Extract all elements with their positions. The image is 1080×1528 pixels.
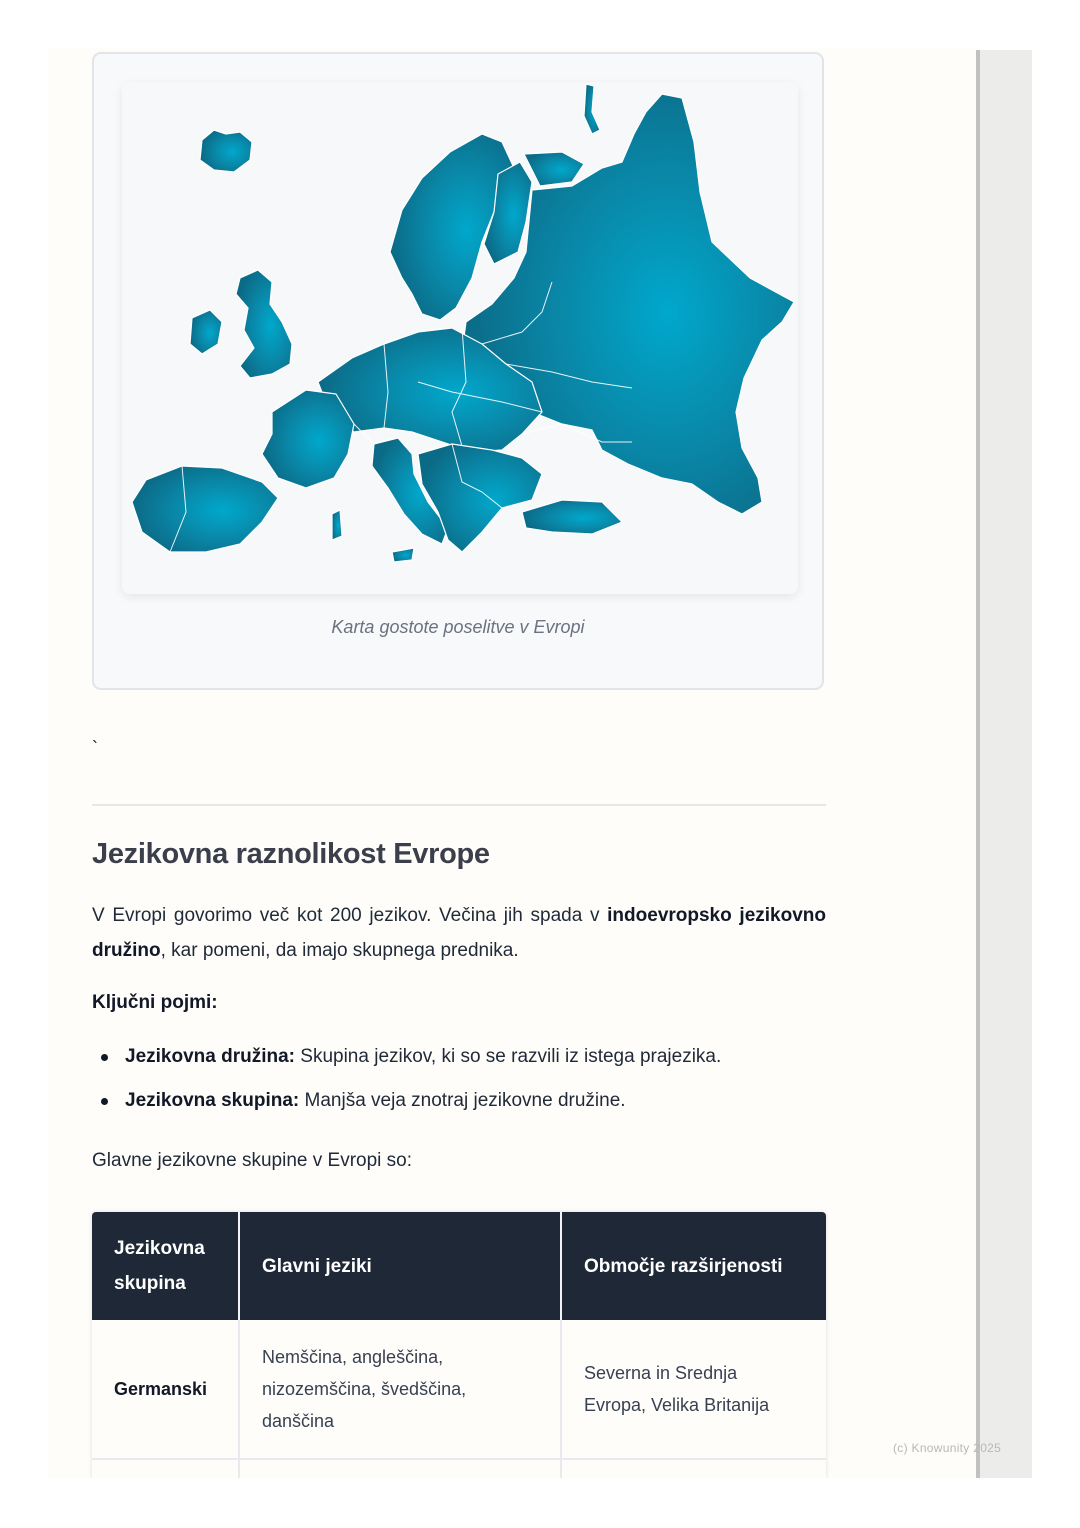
europe-map-image: [122, 82, 798, 594]
cell-languages: Nemščina, angleščina, nizozemščina, švedščina, danščina: [239, 1320, 561, 1459]
intro-text-start: V Evropi govorimo več kot 200 jezikov. Večina jih spada v: [92, 905, 608, 926]
cell-group: [92, 1459, 239, 1478]
key-terms-label: Ključni pojmi:: [92, 992, 218, 1013]
header-region: Območje razširjenosti: [561, 1212, 826, 1320]
cell-languages: [239, 1459, 561, 1478]
document-page: [48, 48, 978, 1478]
table-intro: Glavne jezikovne skupine v Evropi so:: [92, 1150, 412, 1171]
term-definition: Skupina jezikov, ki so se razvili iz istega prajezika.: [295, 1046, 722, 1067]
europe-map-icon: [122, 82, 798, 594]
header-languages: Glavni jeziki: [239, 1212, 561, 1320]
header-group: Jezikovna skupina: [92, 1212, 239, 1320]
intro-bold-term: indoevropsko jezikovno družino: [92, 905, 826, 961]
list-item: [92, 1088, 826, 1114]
cell-group: Germanski: [92, 1320, 239, 1459]
language-groups-table: [92, 1212, 826, 1478]
page-edge-scrollbar[interactable]: [976, 50, 1032, 1478]
table-row: [92, 1320, 826, 1459]
term-label: Jezikovna skupina:: [125, 1090, 300, 1111]
list-item: [92, 1044, 826, 1070]
copyright-watermark: (c) Knowunity 2025: [893, 1441, 1002, 1455]
section-title: Jezikovna raznolikost Evrope: [92, 838, 490, 870]
map-caption: Karta gostote poselitve v Evropi: [331, 617, 585, 637]
stray-backtick: `: [92, 738, 98, 758]
term-label: Jezikovna družina:: [125, 1046, 295, 1067]
intro-paragraph: [92, 898, 826, 968]
table-row: [92, 1459, 826, 1478]
cell-region: [561, 1459, 826, 1478]
map-figure: [92, 52, 824, 690]
term-definition: Manjša veja znotraj jezikovne družine.: [299, 1090, 626, 1111]
key-terms-list: [92, 1044, 826, 1132]
table-header-row: [92, 1212, 826, 1320]
intro-text-end: , kar pomeni, da imajo skupnega prednika.: [160, 940, 519, 961]
cell-region: Severna in Srednja Evropa, Velika Britanija: [561, 1320, 826, 1459]
section-divider: [92, 804, 826, 806]
